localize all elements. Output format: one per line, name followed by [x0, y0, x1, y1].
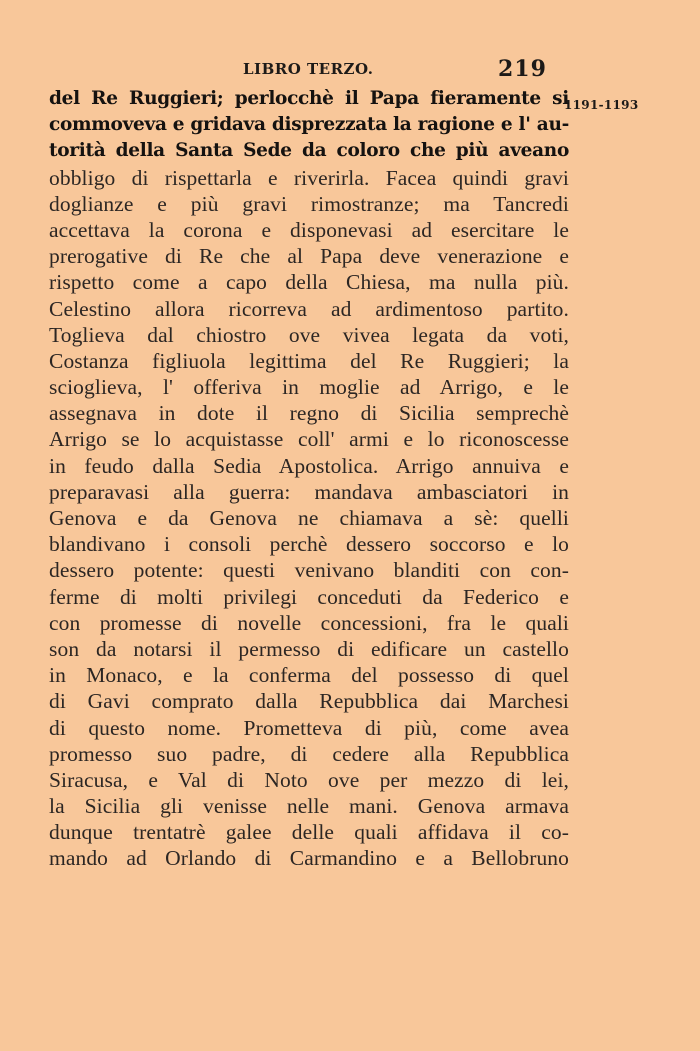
text-line: del Re Ruggieri; perlocchè il Papa fieramente si [49, 88, 569, 109]
text-line: mando ad Orlando di Carmandino e a Bellobruno [49, 846, 569, 871]
page-number: 219 [498, 56, 547, 82]
text-line: scioglieva, l' offeriva in moglie ad Arrigo, e le [49, 375, 569, 400]
text-line: dunque trentatrè galee delle quali affidava il co- [49, 820, 569, 845]
body-text [49, 86, 569, 872]
text-line: obbligo di rispettarla e riverirla. Facea quindi gravi [49, 165, 569, 190]
text-line: son da notarsi il permesso di edificare un castello [49, 636, 569, 661]
text-line: blandivano i consoli perchè dessero soccorso e lo [49, 532, 569, 557]
text-line: in Monaco, e la conferma del possesso di quel [49, 663, 569, 688]
margin-date-note: 1191-1193 [564, 98, 639, 112]
text-line: Genova e da Genova ne chiamava a sè: quelli [49, 506, 569, 530]
text-line: promesso suo padre, di cedere alla Repubblica [49, 741, 569, 766]
text-line: Celestino allora ricorreva ad ardimentoso partito. [49, 296, 569, 321]
text-line: Toglieva dal chiostro ove vivea legata da voti, [49, 322, 569, 347]
text-line: torità della Santa Sede da coloro che più aveano [49, 140, 569, 162]
text-line: prerogative di Re che al Papa deve venerazione e [49, 244, 569, 269]
text-line: accettava la corona e disponevasi ad esercitare le [49, 217, 569, 242]
text-line: con promesse di novelle concessioni, fra le quali [49, 610, 569, 635]
text-line: rispetto come a capo della Chiesa, ma nulla più. [49, 270, 569, 295]
text-line: di Gavi comprato dalla Repubblica dai Marchesi [49, 689, 569, 714]
text-line: Costanza figliuola legittima del Re Ruggieri; la [49, 348, 569, 373]
text-line: ferme di molti privilegi conceduti da Federico e [49, 584, 569, 609]
text-line: di questo nome. Prometteva di più, come avea [49, 715, 569, 740]
text-line: Siracusa, e Val di Noto ove per mezzo di lei, [49, 767, 569, 792]
running-title: LIBRO TERZO. [243, 60, 374, 78]
text-line: doglianze e più gravi rimostranze; ma Tancredi [49, 191, 569, 216]
text-line: in feudo dalla Sedia Apostolica. Arrigo annuiva e [49, 453, 569, 478]
running-head [0, 56, 700, 86]
text-line: preparavasi alla guerra: mandava ambasciatori in [49, 479, 569, 504]
text-line: commoveva e gridava disprezzata la ragione e l' au- [49, 114, 569, 136]
text-line: dessero potente: questi venivano blanditi con con- [49, 558, 569, 583]
text-line: assegnava in dote il regno di Sicilia semprechè [49, 401, 569, 426]
text-line: la Sicilia gli venisse nelle mani. Genova armava [49, 794, 569, 819]
text-line: Arrigo se lo acquistasse coll' armi e lo riconoscesse [49, 427, 569, 452]
